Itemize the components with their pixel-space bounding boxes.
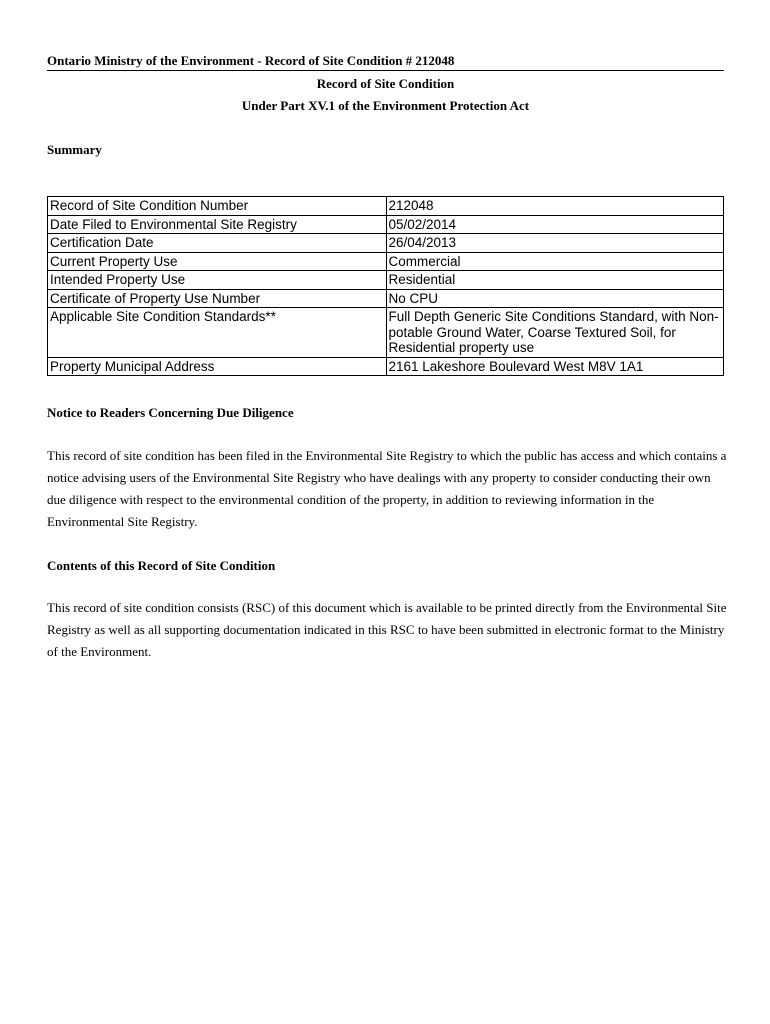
row-label: Date Filed to Environmental Site Registry [48, 215, 387, 234]
summary-table [47, 196, 724, 376]
summary-heading: Summary [47, 142, 102, 157]
table-row [48, 308, 724, 358]
row-label: Applicable Site Condition Standards** [48, 308, 387, 358]
document-header: Ontario Ministry of the Environment - Record of Site Condition # 212048 [47, 53, 724, 71]
row-value: Commercial [386, 252, 724, 271]
contents-heading: Contents of this Record of Site Condition [47, 558, 276, 573]
contents-paragraph: This record of site condition consists (RSC) of this document which is available to be printed directly from the Environmental Site Registry as well as all supporting documentation indicated in this RSC to have been submitted in electronic format to the Ministry of the Environment. [47, 600, 727, 659]
table-row [48, 357, 724, 376]
row-label: Property Municipal Address [48, 357, 387, 376]
row-value: 26/04/2013 [386, 234, 724, 253]
row-value: 212048 [386, 197, 724, 216]
row-value: No CPU [386, 289, 724, 308]
row-value: Residential [386, 271, 724, 290]
document-title: Record of Site Condition [316, 76, 455, 91]
table-row [48, 252, 724, 271]
row-label: Certificate of Property Use Number [48, 289, 387, 308]
table-row [48, 197, 724, 216]
row-value: 05/02/2014 [386, 215, 724, 234]
row-label: Intended Property Use [48, 271, 387, 290]
row-value: Full Depth Generic Site Conditions Standard, with Non-potable Ground Water, Coarse Textured Soil, for Residential property use [386, 308, 724, 358]
table-row [48, 271, 724, 290]
row-label: Certification Date [48, 234, 387, 253]
table-row [48, 289, 724, 308]
table-row [48, 215, 724, 234]
document-subtitle: Under Part XV.1 of the Environment Protection Act [241, 98, 530, 113]
row-label: Record of Site Condition Number [48, 197, 387, 216]
table-row [48, 234, 724, 253]
notice-heading: Notice to Readers Concerning Due Diligence [47, 405, 294, 420]
notice-paragraph: This record of site condition has been filed in the Environmental Site Registry to which the public has access and which contains a notice advising users of the Environmental Site Registry who have dealings with any property to consider conducting their own due diligence with respect to the environmental condition of the property, in addition to reviewing information in the Environmental Site Registry. [47, 448, 727, 529]
row-value: 2161 Lakeshore Boulevard West M8V 1A1 [386, 357, 724, 376]
row-label: Current Property Use [48, 252, 387, 271]
